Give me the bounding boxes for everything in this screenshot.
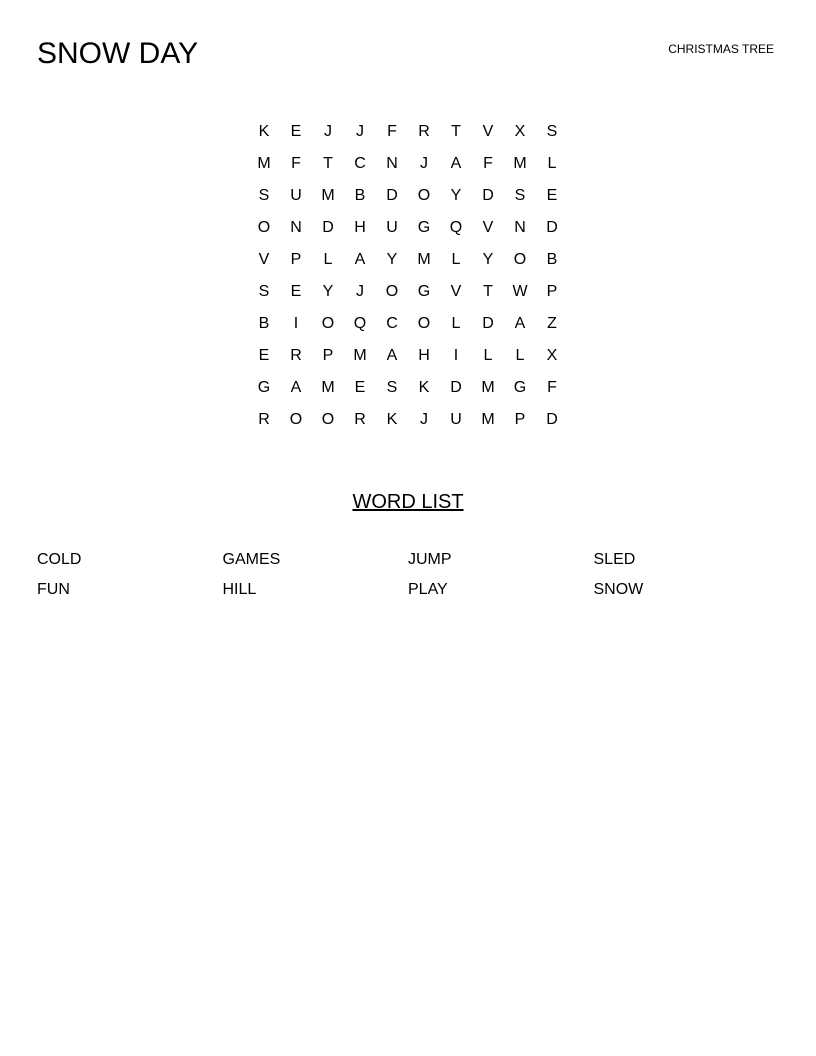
- grid-letter: M: [417, 251, 431, 268]
- grid-letter: S: [258, 283, 270, 300]
- grid-letter: F: [387, 123, 397, 140]
- grid-letter: B: [354, 187, 366, 204]
- grid-letter: K: [386, 411, 398, 428]
- grid-letter: A: [290, 379, 302, 396]
- grid-letter: L: [451, 315, 461, 332]
- grid-letter: F: [483, 155, 493, 172]
- grid-letter: R: [290, 347, 302, 364]
- grid-letter: A: [386, 347, 398, 364]
- grid-letter: M: [481, 379, 495, 396]
- grid-letter: P: [322, 347, 334, 364]
- grid-letter: Q: [449, 219, 463, 236]
- grid-letter: Y: [322, 283, 334, 300]
- grid-letter: E: [546, 187, 558, 204]
- grid-letter: M: [257, 155, 271, 172]
- grid-letter: M: [353, 347, 367, 364]
- grid-letter: I: [453, 347, 459, 364]
- grid-letter: J: [420, 411, 428, 428]
- grid-letter: Y: [450, 187, 462, 204]
- grid-letter: X: [514, 123, 526, 140]
- grid-letter: K: [418, 379, 430, 396]
- grid-letter: W: [512, 283, 528, 300]
- grid-letter: Y: [386, 251, 398, 268]
- grid-letter: O: [385, 283, 399, 300]
- grid-letter: G: [257, 379, 271, 396]
- word-list: [37, 549, 779, 609]
- grid-letter: L: [451, 251, 461, 268]
- word-list-item: SLED: [593, 551, 636, 568]
- grid-letter: A: [450, 155, 462, 172]
- grid-letter: D: [482, 187, 494, 204]
- grid-letter: M: [321, 379, 335, 396]
- grid-letter: K: [258, 123, 270, 140]
- grid-letter: Y: [482, 251, 494, 268]
- grid-letter: B: [546, 251, 558, 268]
- grid-letter: T: [451, 123, 461, 140]
- word-list-item: JUMP: [408, 551, 452, 568]
- grid-letter: D: [386, 187, 398, 204]
- grid-letter: A: [354, 251, 366, 268]
- grid-letter: L: [483, 347, 493, 364]
- grid-letter: B: [258, 315, 270, 332]
- grid-letter: O: [321, 315, 335, 332]
- grid-letter: C: [386, 315, 398, 332]
- word-list-item: COLD: [37, 551, 82, 568]
- grid-letter: V: [258, 251, 270, 268]
- grid-letter: N: [514, 219, 526, 236]
- grid-letter: E: [290, 123, 302, 140]
- grid-letter: E: [258, 347, 270, 364]
- grid-letter: P: [514, 411, 526, 428]
- grid-letter: V: [450, 283, 462, 300]
- grid-letter: S: [514, 187, 526, 204]
- grid-letter: U: [386, 219, 398, 236]
- grid-letter: O: [321, 411, 335, 428]
- word-list-heading: WORD LIST: [352, 491, 464, 513]
- grid-letter: Q: [353, 315, 367, 332]
- grid-letter: L: [515, 347, 525, 364]
- grid-letter: R: [258, 411, 270, 428]
- word-list-item: FUN: [37, 581, 70, 598]
- grid-letter: V: [482, 219, 494, 236]
- grid-letter: N: [290, 219, 302, 236]
- grid-letter: J: [356, 283, 364, 300]
- grid-letter: M: [513, 155, 527, 172]
- grid-letter: O: [513, 251, 527, 268]
- grid-letter: N: [386, 155, 398, 172]
- grid-letter: R: [418, 123, 430, 140]
- word-list-item: SNOW: [593, 581, 644, 598]
- word-list-item: HILL: [222, 581, 257, 598]
- grid-letter: J: [324, 123, 332, 140]
- grid-letter: U: [450, 411, 462, 428]
- grid-letter: E: [290, 283, 302, 300]
- page-title: SNOW DAY: [37, 37, 199, 70]
- grid-letter: D: [546, 219, 558, 236]
- grid-letter: D: [546, 411, 558, 428]
- grid-letter: Z: [547, 315, 557, 332]
- grid-letter: M: [481, 411, 495, 428]
- grid-letter: S: [546, 123, 558, 140]
- grid-letter: C: [354, 155, 366, 172]
- grid-letter: R: [354, 411, 366, 428]
- grid-letter: L: [323, 251, 333, 268]
- grid-letter: S: [258, 187, 270, 204]
- grid-letter: D: [450, 379, 462, 396]
- puzzle-subtitle: CHRISTMAS TREE: [668, 42, 774, 56]
- grid-letter: X: [546, 347, 558, 364]
- grid-letter: D: [322, 219, 334, 236]
- grid-letter: H: [418, 347, 430, 364]
- grid-letter: P: [290, 251, 302, 268]
- letter-grid: [248, 116, 568, 436]
- grid-letter: F: [291, 155, 301, 172]
- grid-letter: O: [417, 315, 431, 332]
- grid-letter: A: [514, 315, 526, 332]
- grid-letter: I: [293, 315, 299, 332]
- grid-letter: T: [323, 155, 333, 172]
- grid-letter: V: [482, 123, 494, 140]
- grid-letter: H: [354, 219, 366, 236]
- grid-letter: T: [483, 283, 493, 300]
- grid-letter: E: [354, 379, 366, 396]
- grid-letter: P: [546, 283, 558, 300]
- grid-letter: G: [417, 283, 431, 300]
- grid-letter: U: [290, 187, 302, 204]
- grid-letter: M: [321, 187, 335, 204]
- grid-letter: J: [356, 123, 364, 140]
- grid-letter: G: [417, 219, 431, 236]
- grid-letter: L: [547, 155, 557, 172]
- grid-letter: O: [257, 219, 271, 236]
- grid-letter: O: [417, 187, 431, 204]
- grid-letter: S: [386, 379, 398, 396]
- grid-letter: J: [420, 155, 428, 172]
- grid-letter: O: [289, 411, 303, 428]
- grid-letter: F: [547, 379, 557, 396]
- grid-letter: D: [482, 315, 494, 332]
- word-list-item: PLAY: [408, 581, 448, 598]
- grid-letter: G: [513, 379, 527, 396]
- word-list-item: GAMES: [222, 551, 281, 568]
